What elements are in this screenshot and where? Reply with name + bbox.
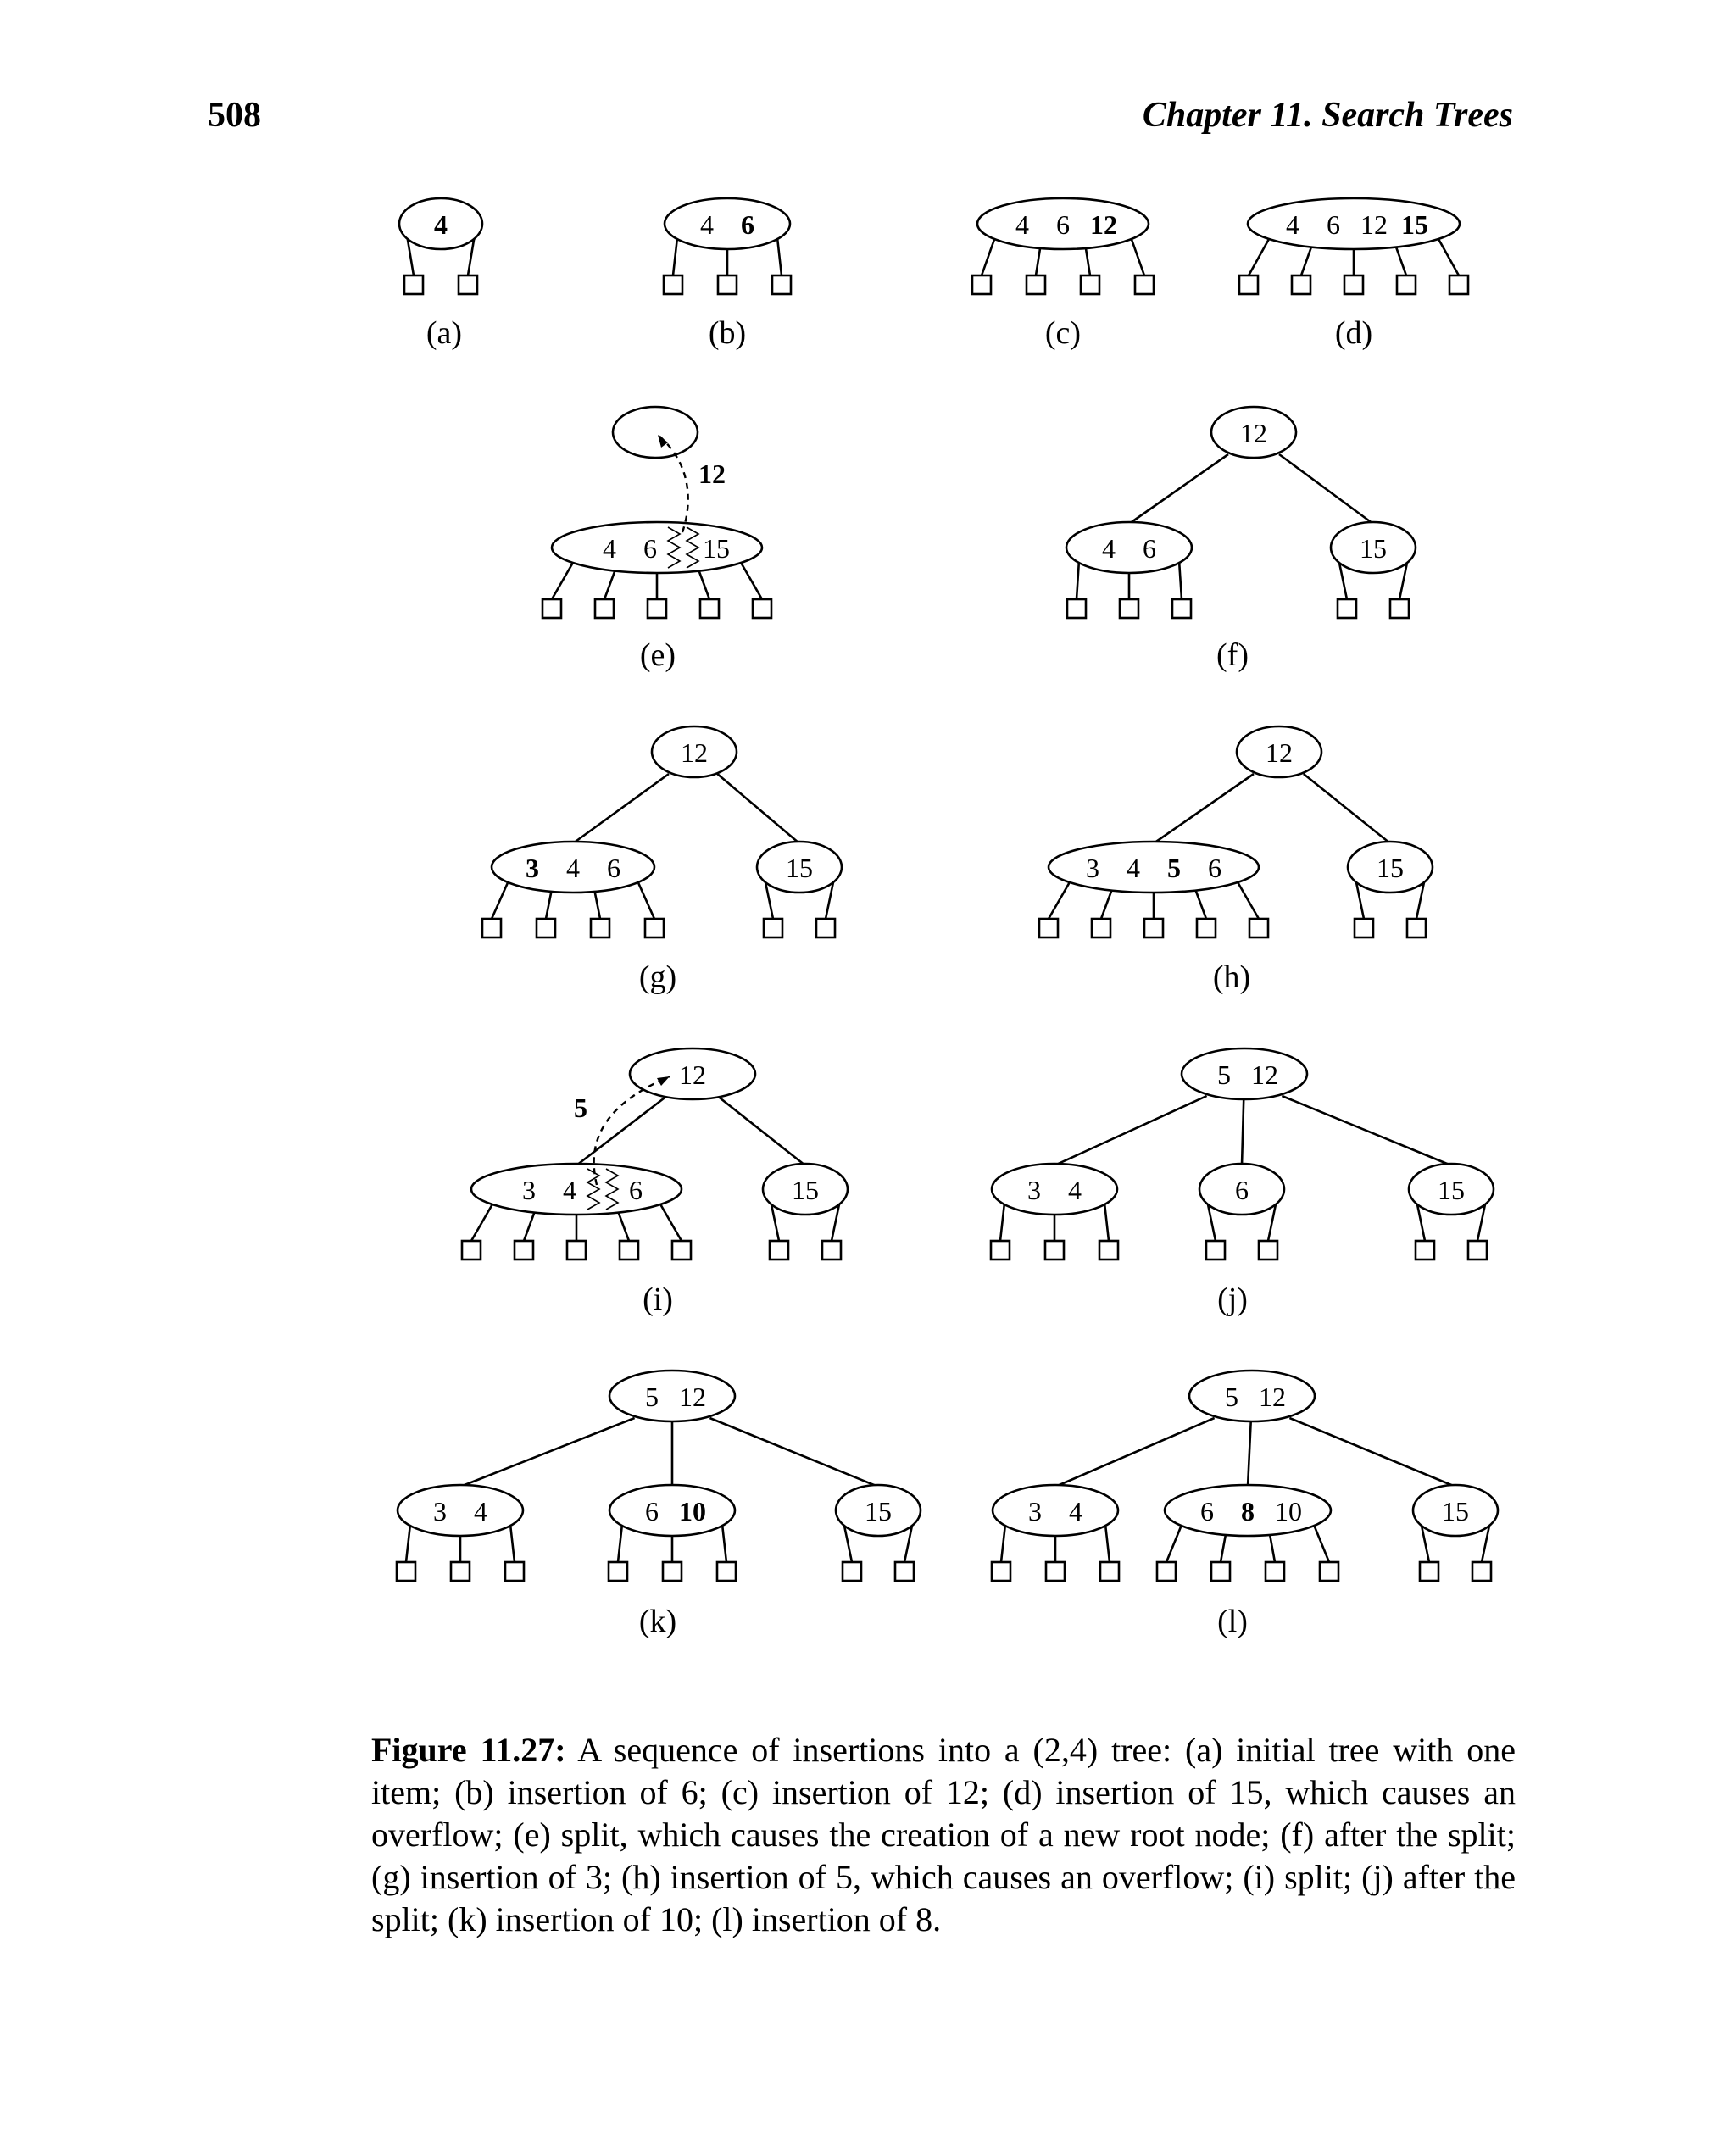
node-ellipse xyxy=(665,198,790,249)
tree-node xyxy=(609,1485,736,1581)
panel-label: (b) xyxy=(708,315,747,351)
tree-node xyxy=(1189,1371,1315,1421)
external-node xyxy=(1249,919,1268,937)
panel-a xyxy=(399,198,482,351)
caption-label: Figure 11.27: xyxy=(371,1731,566,1769)
node-key: 15 xyxy=(1401,209,1428,240)
node-key: 4 xyxy=(1127,853,1140,883)
node-key: 12 xyxy=(1090,209,1117,240)
external-node xyxy=(772,275,791,294)
panel-label: (c) xyxy=(1044,315,1082,351)
child-link xyxy=(510,1526,515,1562)
tree-edge xyxy=(1054,1096,1207,1165)
node-key: 4 xyxy=(700,209,714,240)
child-link xyxy=(471,1204,492,1241)
panel-label: (j) xyxy=(1217,1282,1248,1317)
external-node xyxy=(645,919,664,937)
external-node xyxy=(397,1562,415,1581)
node-key: 4 xyxy=(1286,209,1299,240)
external-node xyxy=(672,1241,691,1260)
figure-caption xyxy=(371,1729,1516,1941)
external-node xyxy=(991,1241,1010,1260)
node-ellipse xyxy=(552,522,762,573)
external-node xyxy=(404,275,423,294)
tree-edge xyxy=(709,1418,878,1487)
panel-g xyxy=(482,726,842,995)
node-ellipse xyxy=(1182,1048,1307,1099)
child-link xyxy=(604,570,615,599)
child-link xyxy=(468,239,474,275)
external-node xyxy=(505,1562,524,1581)
panel-f xyxy=(1066,407,1416,673)
child-link xyxy=(1270,1535,1275,1562)
external-node xyxy=(717,1562,736,1581)
node-key: 4 xyxy=(1068,1175,1082,1205)
node-key: 15 xyxy=(1438,1175,1465,1205)
node-ellipse xyxy=(992,1164,1117,1215)
panel-d xyxy=(1239,198,1468,351)
child-link xyxy=(1422,1526,1429,1562)
tree-node xyxy=(1409,1164,1494,1260)
node-key: 4 xyxy=(1015,209,1029,240)
external-node xyxy=(451,1562,470,1581)
node-key: 4 xyxy=(566,853,580,883)
tree-node xyxy=(1237,726,1321,777)
node-key: 15 xyxy=(786,853,813,883)
external-node xyxy=(822,1241,841,1260)
node-key: 12 xyxy=(1266,737,1293,768)
external-node xyxy=(595,599,614,618)
node-key: 15 xyxy=(792,1175,819,1205)
child-link xyxy=(552,563,573,599)
panel-label: (h) xyxy=(1212,959,1251,995)
node-key: 6 xyxy=(1235,1175,1249,1205)
tree-edge xyxy=(573,774,669,843)
promoted-key: 12 xyxy=(698,459,726,489)
child-link xyxy=(408,239,414,275)
panel-label: (g) xyxy=(638,959,677,995)
external-node xyxy=(1266,1562,1284,1581)
panel-label: (a) xyxy=(426,315,463,351)
external-node xyxy=(1355,919,1373,937)
child-link xyxy=(1179,563,1182,599)
tree-edge xyxy=(1289,1418,1455,1487)
child-link xyxy=(699,570,709,599)
external-node xyxy=(1472,1562,1491,1581)
external-node xyxy=(1039,919,1058,937)
external-node xyxy=(542,599,561,618)
child-link xyxy=(1105,1526,1110,1562)
node-ellipse xyxy=(609,1371,735,1421)
external-node xyxy=(515,1241,533,1260)
tree-node xyxy=(991,1164,1118,1260)
node-key: 10 xyxy=(679,1496,706,1527)
node-key: 5 xyxy=(645,1382,659,1412)
tree-edge xyxy=(1242,1096,1244,1165)
node-key: 3 xyxy=(1086,853,1099,883)
external-node xyxy=(1211,1562,1230,1581)
node-ellipse xyxy=(993,1485,1118,1536)
panel-b xyxy=(664,198,791,351)
caption-text: A sequence of insertions into a (2,4) tree: (a) initial tree with one item; (b) insertion of 6; (c) insertion of 12; (d) insertion of 15, which causes an overflow; (e) split, which causes the creation of a new root node; (f) after the split; (g) insertion of 3; (h) insertion of 5, which causes an overflow; (i) split; (j) after the split; (k) insertion of 10; (l) insertion of 8. xyxy=(371,1731,1516,1938)
promoted-key: 5 xyxy=(574,1093,587,1123)
child-link xyxy=(1396,247,1406,275)
node-key: 12 xyxy=(1360,209,1388,240)
child-link xyxy=(1001,1526,1005,1562)
panel-k xyxy=(397,1371,921,1639)
node-key: 3 xyxy=(522,1175,536,1205)
tree-node xyxy=(664,198,791,294)
external-node xyxy=(1092,919,1110,937)
tree-node xyxy=(462,1164,691,1260)
external-node xyxy=(764,919,782,937)
node-key: 4 xyxy=(603,533,616,564)
external-node xyxy=(895,1562,914,1581)
tree-node xyxy=(1413,1485,1498,1581)
external-node xyxy=(1259,1241,1277,1260)
external-node xyxy=(1344,275,1363,294)
external-node xyxy=(1206,1241,1225,1260)
panel-h xyxy=(1039,726,1433,995)
tree-node xyxy=(1066,522,1192,618)
tree-node xyxy=(613,407,698,458)
external-node xyxy=(1468,1241,1487,1260)
child-link xyxy=(1339,563,1347,599)
node-key: 4 xyxy=(474,1496,487,1527)
node-key: 10 xyxy=(1275,1496,1302,1527)
child-link xyxy=(1196,890,1206,919)
external-node xyxy=(537,919,555,937)
child-link xyxy=(904,1526,912,1562)
child-link xyxy=(1399,563,1407,599)
tree-edge xyxy=(1129,454,1228,524)
external-node xyxy=(1144,919,1163,937)
child-link xyxy=(771,1204,779,1241)
tree-edge xyxy=(1154,774,1254,843)
node-key: 5 xyxy=(1217,1059,1231,1090)
external-node xyxy=(843,1562,861,1581)
tree-node xyxy=(1239,198,1468,294)
node-key: 3 xyxy=(1027,1175,1041,1205)
tree-edge xyxy=(1282,1096,1451,1165)
node-key: 6 xyxy=(1143,533,1156,564)
child-link xyxy=(826,882,833,919)
node-key: 4 xyxy=(434,209,448,240)
external-node xyxy=(462,1241,481,1260)
external-node xyxy=(1338,599,1356,618)
external-node xyxy=(1099,1241,1118,1260)
tree-edge xyxy=(1279,454,1373,524)
external-node xyxy=(1420,1562,1438,1581)
child-link xyxy=(1477,1204,1485,1241)
child-link xyxy=(1238,882,1259,919)
external-node xyxy=(1197,919,1216,937)
child-link xyxy=(1417,1204,1425,1241)
child-link xyxy=(406,1526,410,1562)
panel-j xyxy=(991,1048,1494,1317)
external-node xyxy=(972,275,991,294)
child-link xyxy=(492,882,508,919)
child-link xyxy=(1049,882,1070,919)
node-ellipse xyxy=(609,1485,735,1536)
external-node xyxy=(718,275,737,294)
panel-label: (d) xyxy=(1334,315,1373,351)
child-link xyxy=(741,563,762,599)
tree-node xyxy=(1039,842,1268,937)
node-ellipse xyxy=(613,407,698,458)
child-link xyxy=(619,1212,629,1241)
external-node xyxy=(1397,275,1416,294)
child-link xyxy=(660,1204,682,1241)
node-key: 6 xyxy=(645,1496,659,1527)
tree-edge xyxy=(460,1418,635,1487)
external-node xyxy=(648,599,666,618)
external-node xyxy=(1027,275,1045,294)
panel-e xyxy=(542,407,771,673)
child-link xyxy=(1101,890,1111,919)
external-node xyxy=(1046,1562,1065,1581)
child-link xyxy=(546,892,551,919)
node-ellipse xyxy=(471,1164,682,1215)
child-link xyxy=(1086,248,1090,275)
node-key: 15 xyxy=(703,533,730,564)
external-node xyxy=(1120,599,1138,618)
child-link xyxy=(1221,1535,1226,1562)
external-node xyxy=(1135,275,1154,294)
node-key: 6 xyxy=(607,853,620,883)
child-link xyxy=(1166,1526,1182,1562)
external-node xyxy=(482,919,501,937)
panel-label: (k) xyxy=(638,1604,677,1639)
node-key: 15 xyxy=(865,1496,892,1527)
external-node xyxy=(753,599,771,618)
tree-node xyxy=(609,1371,735,1421)
child-link xyxy=(1000,1204,1004,1241)
panel-label: (f) xyxy=(1216,637,1249,673)
node-key: 6 xyxy=(741,209,754,240)
node-ellipse xyxy=(1066,522,1192,573)
child-link xyxy=(777,239,782,275)
node-key: 12 xyxy=(1259,1382,1286,1412)
tree-node xyxy=(399,198,482,294)
external-node xyxy=(1067,599,1086,618)
tree-node xyxy=(1211,407,1296,458)
node-key: 6 xyxy=(1056,209,1070,240)
tree-node xyxy=(1157,1485,1338,1581)
external-node xyxy=(1320,1562,1338,1581)
child-link xyxy=(1132,239,1144,275)
node-ellipse xyxy=(398,1485,523,1536)
tree-edge xyxy=(717,774,799,843)
child-link xyxy=(844,1526,852,1562)
external-node xyxy=(1045,1241,1064,1260)
child-link xyxy=(673,239,677,275)
tree-edge xyxy=(1304,774,1390,843)
tree-node xyxy=(1331,522,1416,618)
child-link xyxy=(982,239,994,275)
external-node xyxy=(770,1241,788,1260)
node-key: 6 xyxy=(1200,1496,1214,1527)
child-link xyxy=(832,1204,839,1241)
external-node xyxy=(459,275,477,294)
child-link xyxy=(722,1526,726,1562)
child-link xyxy=(1416,882,1424,919)
child-link xyxy=(1314,1526,1329,1562)
child-link xyxy=(618,1526,622,1562)
node-key: 8 xyxy=(1241,1496,1255,1527)
external-node xyxy=(620,1241,638,1260)
panel-c xyxy=(972,198,1154,351)
panel-label: (l) xyxy=(1217,1604,1248,1639)
child-link xyxy=(1438,239,1459,275)
child-link xyxy=(595,892,600,919)
node-key: 4 xyxy=(1069,1496,1082,1527)
node-key: 6 xyxy=(1327,209,1340,240)
child-link xyxy=(1036,248,1040,275)
node-key: 15 xyxy=(1442,1496,1469,1527)
panel-i xyxy=(462,1048,848,1317)
external-node xyxy=(816,919,835,937)
external-node xyxy=(1100,1562,1119,1581)
node-key: 3 xyxy=(526,853,539,883)
external-node xyxy=(1292,275,1310,294)
node-key: 6 xyxy=(629,1175,643,1205)
node-key: 5 xyxy=(1225,1382,1238,1412)
node-key: 15 xyxy=(1377,853,1404,883)
child-link xyxy=(638,882,654,919)
tree-node xyxy=(652,726,737,777)
node-key: 15 xyxy=(1360,533,1387,564)
node-key: 3 xyxy=(433,1496,447,1527)
external-node xyxy=(663,1562,682,1581)
node-key: 4 xyxy=(563,1175,576,1205)
child-link xyxy=(1268,1204,1276,1241)
tree-edge xyxy=(1248,1418,1251,1487)
external-node xyxy=(1172,599,1191,618)
external-node xyxy=(1449,275,1468,294)
node-key: 12 xyxy=(1240,418,1267,448)
node-key: 12 xyxy=(679,1059,706,1090)
external-node xyxy=(664,275,682,294)
external-node xyxy=(1239,275,1258,294)
child-link xyxy=(1356,882,1364,919)
tree-node xyxy=(1348,842,1433,937)
node-key: 3 xyxy=(1028,1496,1042,1527)
tree-node xyxy=(630,1048,755,1099)
tree-node xyxy=(397,1485,524,1581)
node-key: 5 xyxy=(1167,853,1181,883)
node-ellipse xyxy=(1189,1371,1315,1421)
node-key: 12 xyxy=(679,1382,706,1412)
node-key: 12 xyxy=(1251,1059,1278,1090)
tree-node xyxy=(836,1485,921,1581)
node-ellipse xyxy=(1049,842,1259,893)
child-link xyxy=(1301,247,1311,275)
child-link xyxy=(1208,1204,1216,1241)
tree-node xyxy=(992,1485,1119,1581)
page-number: 508 xyxy=(208,96,261,135)
tree-edge xyxy=(576,1096,667,1165)
panel-l xyxy=(992,1371,1498,1639)
panel-label: (e) xyxy=(639,637,676,673)
external-node xyxy=(1390,599,1409,618)
child-link xyxy=(765,882,773,919)
node-key: 6 xyxy=(1208,853,1221,883)
external-node xyxy=(1081,275,1099,294)
child-link xyxy=(524,1212,534,1241)
tree-node xyxy=(542,522,771,618)
external-node xyxy=(1157,1562,1176,1581)
panel-label: (i) xyxy=(643,1282,673,1317)
external-node xyxy=(591,919,609,937)
tree-edge xyxy=(1055,1418,1215,1487)
child-link xyxy=(1482,1526,1489,1562)
tree-node xyxy=(757,842,842,937)
tree-node xyxy=(972,198,1154,294)
chapter-title: Chapter 11. Search Trees xyxy=(1142,96,1513,135)
child-link xyxy=(1104,1204,1109,1241)
external-node xyxy=(992,1562,1010,1581)
external-node xyxy=(1416,1241,1434,1260)
node-key: 6 xyxy=(643,533,657,564)
tree-edge xyxy=(717,1096,805,1165)
tree-node xyxy=(482,842,664,937)
external-node xyxy=(1407,919,1426,937)
external-node xyxy=(567,1241,586,1260)
tree-node xyxy=(1182,1048,1307,1099)
tree-node xyxy=(1199,1164,1284,1260)
tree-node xyxy=(763,1164,848,1260)
child-link xyxy=(1249,239,1269,275)
child-link xyxy=(1077,563,1079,599)
external-node xyxy=(609,1562,627,1581)
node-key: 4 xyxy=(1102,533,1116,564)
external-node xyxy=(700,599,719,618)
node-key: 12 xyxy=(681,737,708,768)
